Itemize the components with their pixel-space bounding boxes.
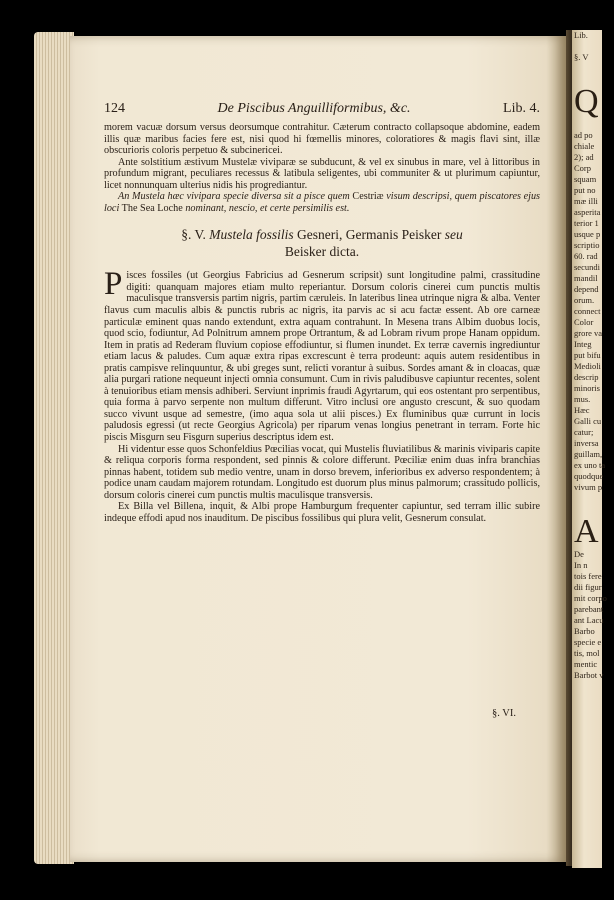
section-dicta: Beisker dicta.: [284, 244, 360, 260]
facing-page-line: secundi: [574, 262, 600, 272]
facing-page-line: scriptio: [574, 240, 600, 250]
facing-page-line: Galli cu: [574, 416, 602, 426]
facing-page-line: §. V: [574, 52, 589, 62]
facing-page-line: descrip: [574, 372, 599, 382]
p3-place: Cestriæ: [352, 191, 384, 203]
facing-page-line: orum.: [574, 295, 595, 305]
facing-page-line: guillam,: [574, 449, 603, 459]
facing-page-line: put bifu: [574, 350, 601, 360]
paragraph-4-text: isces fossiles (ut Georgius Fabricius ad Gesnerum scripsit) sunt longitudine palmi, crassitudine digiti: quanquam majores etiam multo reperiantur. Dorsum coloris cinerei cum punctis multis maculisque transversis partim nigris, partim cæruleis. In lateribus linea utrinque nigra & alba. Venter flavus cum maculis albis & punctis rubris ac nigris, ita parvis ac si acu factæ essent. Ab ore carneæ particulæ eminent quas nando extendunt, extra aquam contrahunt. In Mesena trans Albim duobus locis, quod scio, fodiuntur, Ad Polnitrum amnem prope Ortrantum, & ad Lobram rivum prope Hanam oppidum. Item in pratis ad Rederam fluvium copiose effodiuntur, si flumen inundet. Ex terræ cavernis ingrediuntur etiam lacus & paludes. Cum aquæ extra ripas excrescunt è terra prodeunt: aquis autem residentibus in pratis campisve relinquuntur, & ubi greges sunt, relicti vorantur à suibus. Sordes amant & in cloacas, quæ alia purgari ratione nequeunt injecti omnia consumunt. Cum in rivis paludibusve capiuntur recentes, solent à tenuioribus etiam mensis adhiberi. Serviunt inprimis fraudi Agyrtarum, qui eos ostentant pro serpentibus, quia forma à parvo serpente non multum differunt. Vitro inclusi ore angusto crescunt, & suo quodam succo vivunt usque ad semestre, (imo aqua sola ut alii pisces.) Ex fluminibus quæ currunt in locis paludosis egressi (ut recte Georgius Agricola) per riparum venas longius penetrant in terram. Forte hic piscis Misgurn seu Fisgurn superius descriptus idem est.: [104, 270, 540, 444]
page-number: 124: [104, 101, 125, 116]
p3-italic-c: nominant, nescio, et certe persimilis est.: [185, 202, 350, 214]
p3-english-name: The Sea Loche: [121, 202, 183, 214]
facing-page-text: [574, 30, 614, 681]
facing-page-line: De: [574, 549, 584, 559]
facing-page-line: [574, 63, 614, 74]
facing-page-line: ex uno ta: [574, 460, 606, 470]
running-title: De Piscibus Anguilliformibus, &c.: [217, 101, 411, 116]
p3-italic-a: An Mustela hæc vivipara specie diversa sit a pisce quem: [118, 191, 350, 203]
facing-page: [572, 30, 607, 868]
facing-page-line: parebant: [574, 604, 604, 614]
facing-page-line: depend: [574, 284, 599, 294]
book-number: Lib. 4.: [503, 101, 540, 116]
facing-page-line: usque p: [574, 229, 601, 239]
facing-page-line: connect: [574, 306, 601, 316]
paragraph-1: morem vacuæ dorsum versus deorsumque contrahitur. Cæterum contracto collapsoque abdomine, eadem illis quæ maribus facies fere est, nisi quod hi fœmellis minores, coloratiores & magis flavi sint, illæ obscurioris coloris perpetuo & subcinericei.: [104, 122, 540, 157]
facing-page-line: Barbo: [574, 626, 595, 636]
facing-page-line: 60. rad: [574, 251, 598, 261]
running-head: [104, 100, 540, 118]
facing-page-line: tois fere: [574, 571, 602, 581]
facing-page-line: mentic: [574, 659, 598, 669]
facing-page-line: mit corpo: [574, 593, 607, 603]
section-seu: seu: [444, 227, 463, 243]
facing-page-line: 2); ad: [574, 152, 594, 162]
facing-page-line: dii figur: [574, 582, 602, 592]
facing-page-line: Integ: [574, 339, 592, 349]
facing-page-line: Hæc: [574, 405, 590, 415]
facing-page-line: quodque: [574, 471, 604, 481]
paragraph-5: Hi videntur esse quos Schonfeldius Pœcilias vocat, qui Mustelis fluviatilibus & marinis viviparis capite & reliqua corporis forma respondent, sed pinnis & colore differunt. Pœciliæ enim duas infra branchias pinnas habent, totidem sub medio ventre, unam in dorso brevem, inferioribus ex adverso respondentem; à podice unam caudam majorem rotundam. Longitudo est duorum plus minus palmorum; crassitudo pollicis, dorsum coloris cinerei cum punctis multis maculisque transversis.: [104, 443, 540, 501]
paragraph-3: [104, 191, 540, 214]
paragraph-2: Ante solstitium æstivum Mustelæ viviparæ se subducunt, & vel ex sinubus in mare, vel à littoribus in profundum migrant, peculiares recessus & latibula seligentes, ubi communiter & ut plurimum capiuntur, licet nonnunquam ulterius nidis his progrediantur.: [104, 156, 540, 191]
facing-page-line: chiale: [574, 141, 595, 151]
facing-page-line: mus.: [574, 394, 591, 404]
catchword: §. VI.: [492, 708, 517, 719]
facing-page-line: [574, 41, 614, 52]
facing-page-line: Corp: [574, 163, 591, 173]
page-content: [104, 100, 540, 524]
facing-page-line: A: [574, 513, 599, 550]
facing-page-line: tis, mol: [574, 648, 600, 658]
facing-page-line: Medioli: [574, 361, 601, 371]
facing-page-line: In n: [574, 560, 588, 570]
section-heading: [104, 226, 540, 260]
facing-page-line: ant Lacu: [574, 615, 604, 625]
facing-page-line: grore va: [574, 328, 603, 338]
facing-page-line: squam: [574, 174, 597, 184]
paragraph-4: [104, 266, 540, 444]
drop-capital: P: [104, 266, 123, 303]
page-edges: [34, 32, 74, 864]
facing-page-line: asperita: [574, 207, 601, 217]
facing-page-line: minoris: [574, 383, 600, 393]
facing-page-line: Barbot v: [574, 670, 604, 680]
section-species: Mustela fossilis: [209, 227, 294, 243]
facing-page-line: mæ illi: [574, 196, 598, 206]
facing-page-line: catur;: [574, 427, 594, 437]
facing-page-line: ad po: [574, 130, 593, 140]
section-names: Gesneri, Germanis Peisker: [297, 227, 442, 243]
facing-page-line: specie e: [574, 637, 602, 647]
facing-page-line: terior 1: [574, 218, 599, 228]
paragraph-6: Ex Billa vel Billena, inquit, & Albi prope Hamburgum frequenter capiuntur, sed terram illic subire indeque effodi apud nos inauditum. De piscibus fossilibus qui plura velit, Gesnerum consulat.: [104, 501, 540, 524]
facing-page-line: [574, 119, 614, 130]
facing-page-line: Lib.: [574, 30, 588, 40]
facing-page-line: Color: [574, 317, 594, 327]
facing-page-line: Q: [574, 83, 599, 120]
facing-page-line: mandil: [574, 273, 598, 283]
facing-page-line: [574, 493, 614, 504]
section-number: §. V.: [181, 227, 206, 243]
p3-italic-b: visum descripsi, quem piscatores ejus loci: [104, 191, 541, 214]
facing-page-line: inversa: [574, 438, 599, 448]
facing-page-line: vivum p: [574, 482, 603, 492]
facing-page-line: put no: [574, 185, 596, 195]
